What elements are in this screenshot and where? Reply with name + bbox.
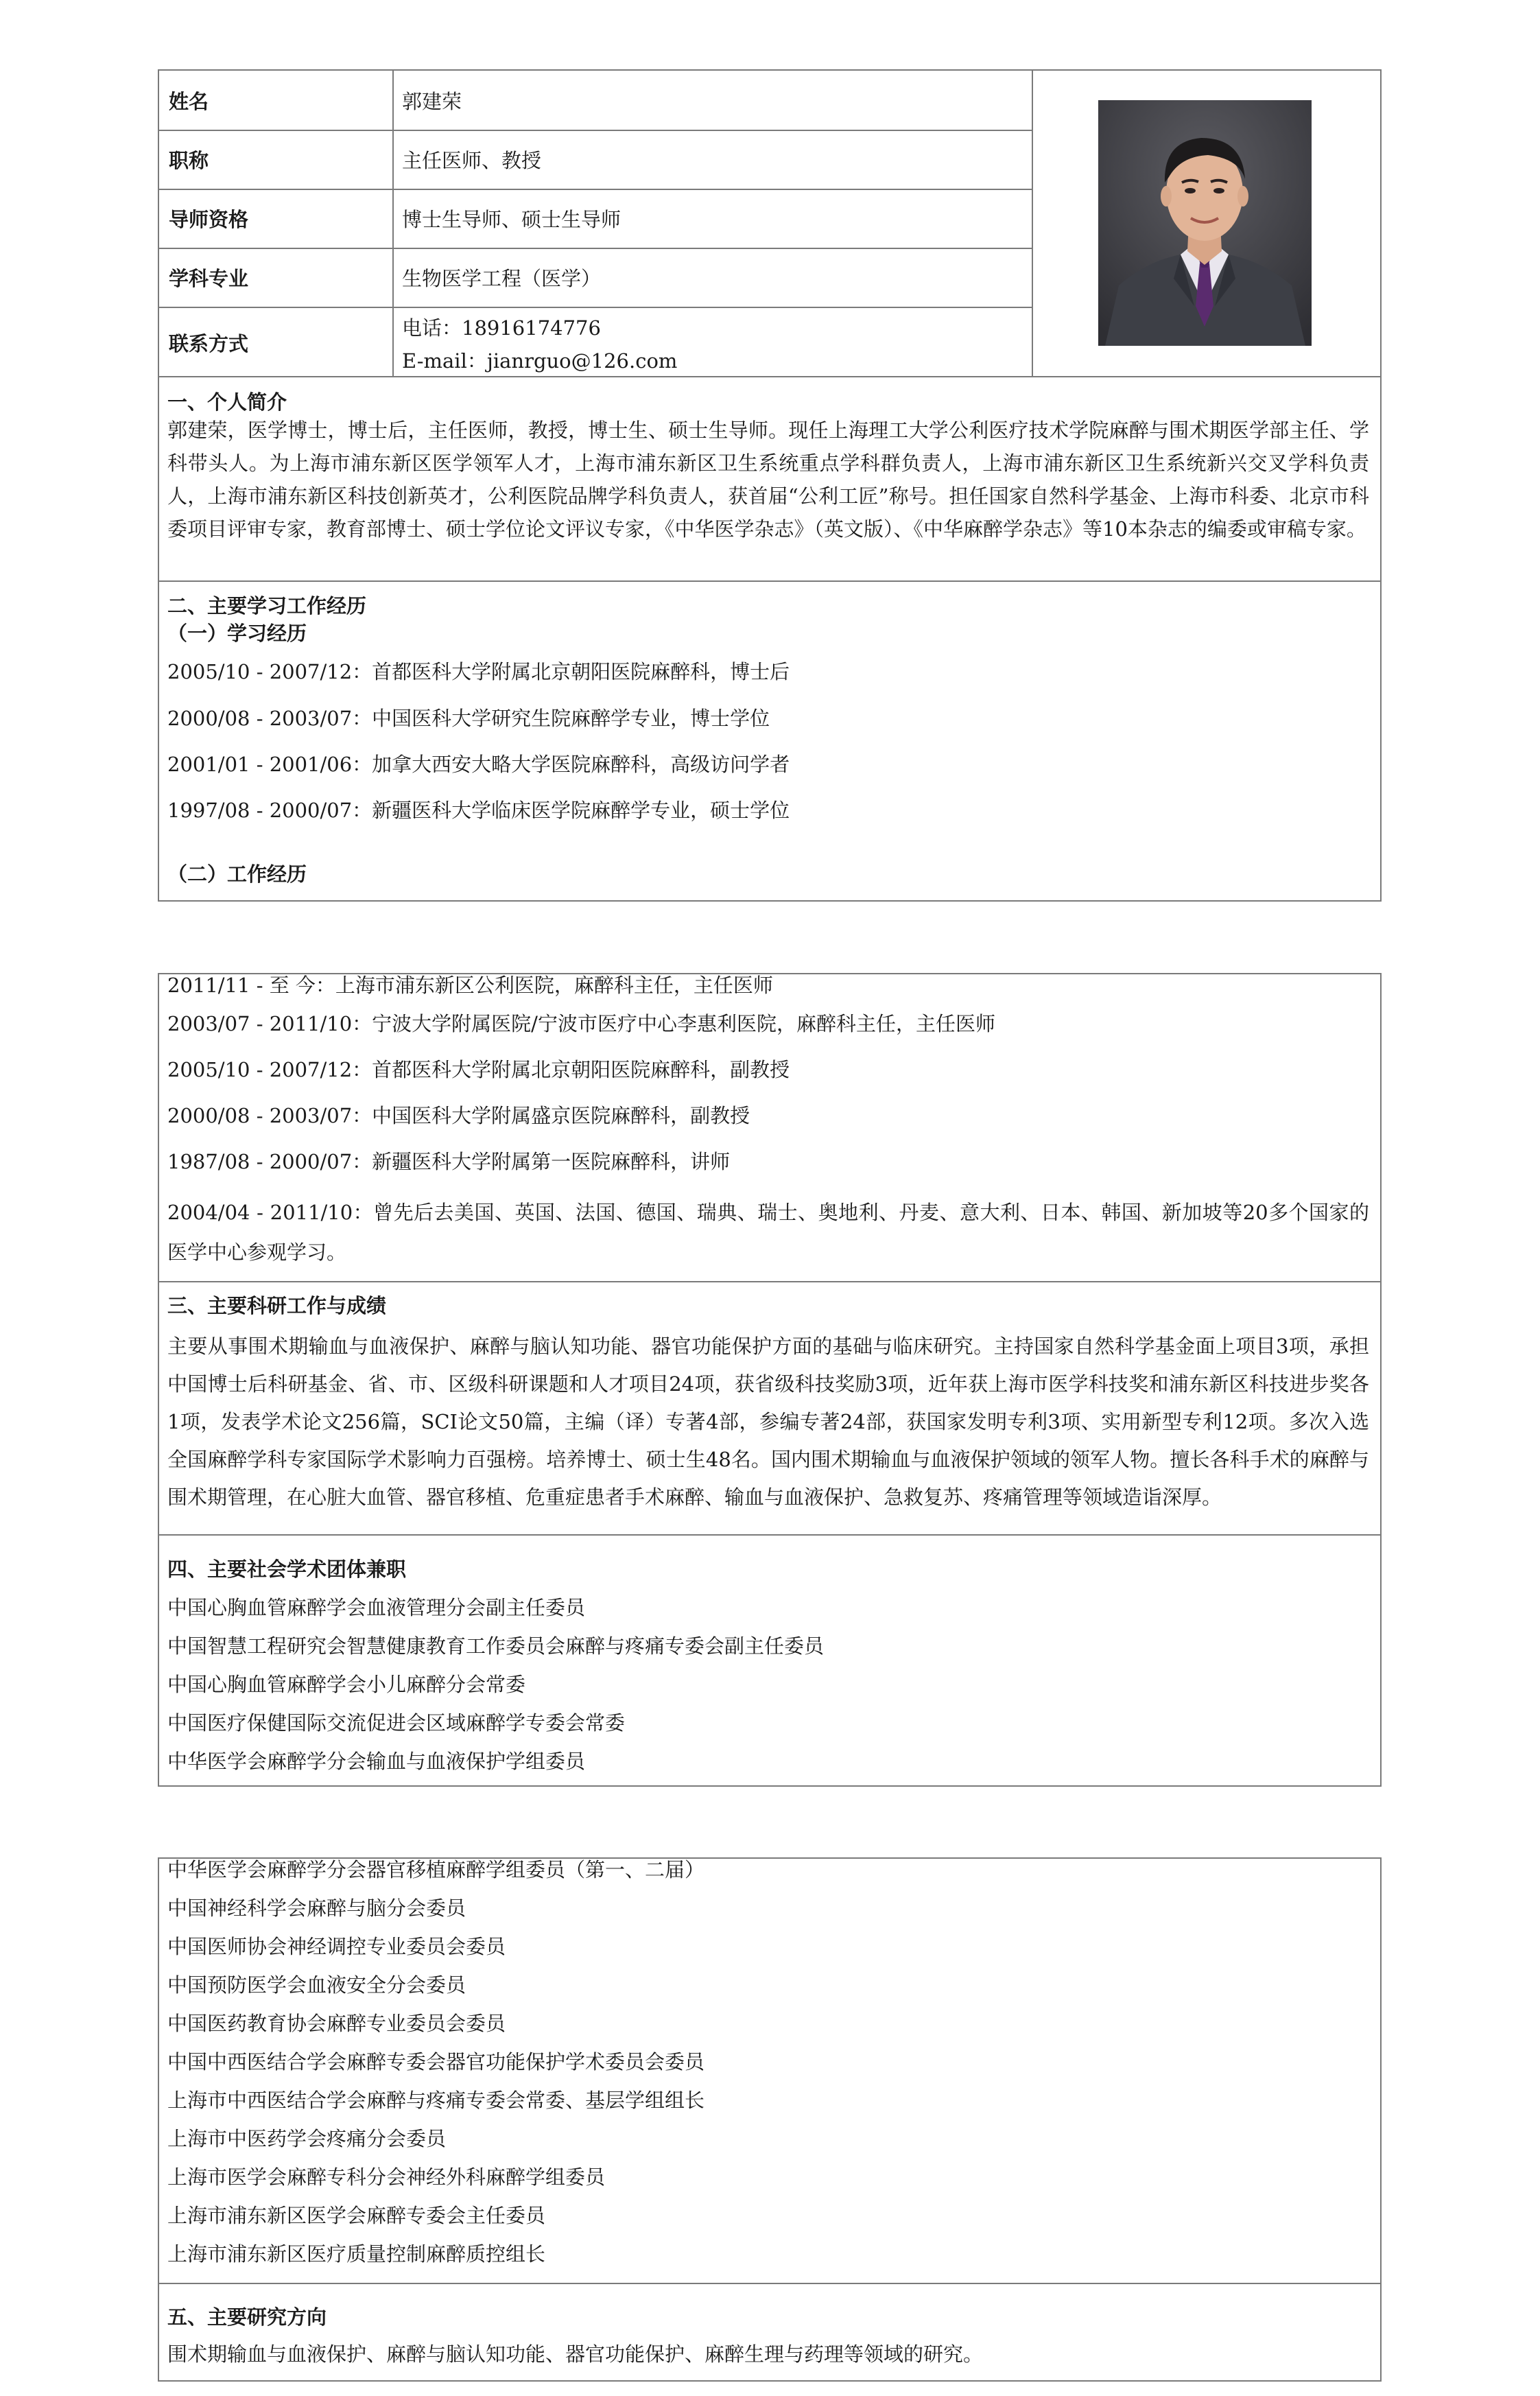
society-item: 上海市浦东新区医疗质量控制麻醉质控组长 xyxy=(167,2242,546,2266)
section-line xyxy=(158,1534,1382,1536)
research-heading: 三、主要科研工作与成绩 xyxy=(167,1294,387,1317)
value-supervisor: 博士生导师、硕士生导师 xyxy=(402,208,621,231)
work-item: 2003/07 - 2011/10：宁波大学附属医院/宁波市医疗中心李惠利医院，麻醉科主任，主任医师 xyxy=(167,1012,995,1035)
label-supervisor: 导师资格 xyxy=(169,208,249,231)
societies-heading: 四、主要社会学术团体兼职 xyxy=(167,1558,407,1581)
society-item: 中国心胸血管麻醉学会小儿麻醉分会常委 xyxy=(167,1673,526,1696)
society-item: 中国医疗保健国际交流促进会区域麻醉学专委会常委 xyxy=(167,1711,626,1735)
study-item: 2000/08 - 2003/07：中国医科大学研究生院麻醉学专业，博士学位 xyxy=(167,707,770,730)
society-item: 中国智慧工程研究会智慧健康教育工作委员会麻醉与疼痛专委会副主任委员 xyxy=(167,1634,825,1658)
society-item: 中国心胸血管麻醉学会血液管理分会副主任委员 xyxy=(167,1596,586,1619)
value-discipline: 生物医学工程（医学） xyxy=(402,267,602,290)
work-item: 2005/10 - 2007/12：首都医科大学附属北京朝阳医院麻醉科，副教授 xyxy=(167,1058,790,1081)
profile-row-line xyxy=(158,248,1033,249)
society-item: 中国神经科学会麻醉与脑分会委员 xyxy=(167,1896,466,1920)
profile-row-line xyxy=(158,130,1033,131)
label-name: 姓名 xyxy=(169,90,209,113)
research-text: 主要从事围术期输血与血液保护、麻醉与脑认知功能、器官功能保护方面的基础与临床研究。主持国家自然科学基金面上项目3项，承担中国博士后科研基金、省、市、区级科研课题和人才项目24项，获省级科技奖励3项，近年获上海市医学科技奖和浦东新区科技进步奖各1项，发表学术论文256篇，SCI论文50篇，主编（译）专著4部，参编专著24部，获国家发明专利3项、实用新型专利12项。多次入选全国麻醉学科专家国际学术影响力百强榜。培养博士、硕士生48名。国内围术期输血与血液保护领域的领军人物。擅长各科手术的麻醉与围术期管理，在心脏大血管、器官移植、危重症患者手术麻醉、输血与血液保护、急救复苏、疼痛管理等领域造诣深厚。 xyxy=(167,1335,1369,1509)
direction-text: 围术期输血与血液保护、麻醉与脑认知功能、器官功能保护、麻醉生理与药理等领域的研究。 xyxy=(167,2342,984,2366)
society-item: 上海市中西医结合学会麻醉与疼痛专委会常委、基层学组组长 xyxy=(167,2089,705,2112)
value-name: 郭建荣 xyxy=(402,90,462,113)
study-heading: （一）学习经历 xyxy=(167,622,307,645)
society-item: 中国预防医学会血液安全分会委员 xyxy=(167,1973,466,1997)
portrait-illustration xyxy=(1098,100,1312,346)
label-title: 职称 xyxy=(169,149,209,172)
study-item: 1997/08 - 2000/07：新疆医科大学临床医学院麻醉学专业，硕士学位 xyxy=(167,799,790,822)
label-contact: 联系方式 xyxy=(169,332,249,355)
society-item: 上海市医学会麻醉专科分会神经外科麻醉学组委员 xyxy=(167,2165,606,2189)
society-item: 中国医药教育协会麻醉专业委员会委员 xyxy=(167,2012,506,2035)
work-item: 1987/08 - 2000/07：新疆医科大学附属第一医院麻醉科，讲师 xyxy=(167,1150,731,1173)
experience-heading: 二、主要学习工作经历 xyxy=(167,594,367,618)
profile-row-line xyxy=(158,307,1033,308)
contact-email[interactable]: E-mail：jianrguo@126.com xyxy=(402,349,678,373)
profile-divider-2 xyxy=(1032,69,1033,377)
society-item: 中华医学会麻醉学分会输血与血液保护学组委员 xyxy=(167,1750,586,1773)
work-item: 2000/08 - 2003/07：中国医科大学附属盛京医院麻醉科，副教授 xyxy=(167,1104,750,1127)
work-heading: （二）工作经历 xyxy=(167,862,307,886)
value-title: 主任医师、教授 xyxy=(402,149,542,172)
intro-text: 郭建荣，医学博士，博士后，主任医师，教授，博士生、硕士生导师。现任上海理工大学公利医疗技术学院麻醉与围术期医学部主任、学科带头人。为上海市浦东新区医学领军人才，上海市浦东新区卫生系统重点学科群负责人，上海市浦东新区卫生系统新兴交叉学科负责人，上海市浦东新区科技创新英才，公利医院品牌学科负责人，获首届“公利工匠”称号。担任国家自然科学基金、上海市科委、北京市科委项目评审专家，教育部博士、硕士学位论文评议专家，《中华医学杂志》（英文版）、《中华麻醉学杂志》等10本杂志的编委或审稿专家。 xyxy=(167,419,1369,541)
intro-heading: 一、个人简介 xyxy=(167,390,287,414)
society-item: 中华医学会麻醉学分会器官移植麻醉学组委员（第一、二届） xyxy=(167,1858,705,1881)
society-item: 中国中西医结合学会麻醉专委会器官功能保护学术委员会委员 xyxy=(167,2050,705,2074)
contact-phone: 电话：18916174776 xyxy=(402,316,601,340)
profile-divider-1 xyxy=(392,69,394,377)
work-item: 2011/11 - 至 今：上海市浦东新区公利医院，麻醉科主任，主任医师 xyxy=(167,974,773,997)
work-abroad: 2004/04 - 2011/10：曾先后去美国、英国、法国、德国、瑞典、瑞士、奥地利、丹麦、意大利、日本、韩国、新加坡等20多个国家的医学中心参观学习。 xyxy=(167,1201,1369,1264)
section-line xyxy=(158,1281,1382,1282)
label-discipline: 学科专业 xyxy=(169,267,249,290)
study-item: 2005/10 - 2007/12：首都医科大学附属北京朝阳医院麻醉科，博士后 xyxy=(167,660,790,683)
profile-row-line xyxy=(158,189,1033,190)
section-line xyxy=(158,376,1382,377)
direction-heading: 五、主要研究方向 xyxy=(167,2305,327,2329)
society-item: 上海市浦东新区医学会麻醉专委会主任委员 xyxy=(167,2204,546,2227)
portrait-photo xyxy=(1098,100,1312,346)
section-line xyxy=(158,2283,1382,2284)
society-item: 中国医师协会神经调控专业委员会委员 xyxy=(167,1935,506,1958)
study-item: 2001/01 - 2001/06：加拿大西安大略大学医院麻醉科，高级访问学者 xyxy=(167,753,790,776)
society-item: 上海市中医药学会疼痛分会委员 xyxy=(167,2127,447,2150)
section-line xyxy=(158,580,1382,582)
